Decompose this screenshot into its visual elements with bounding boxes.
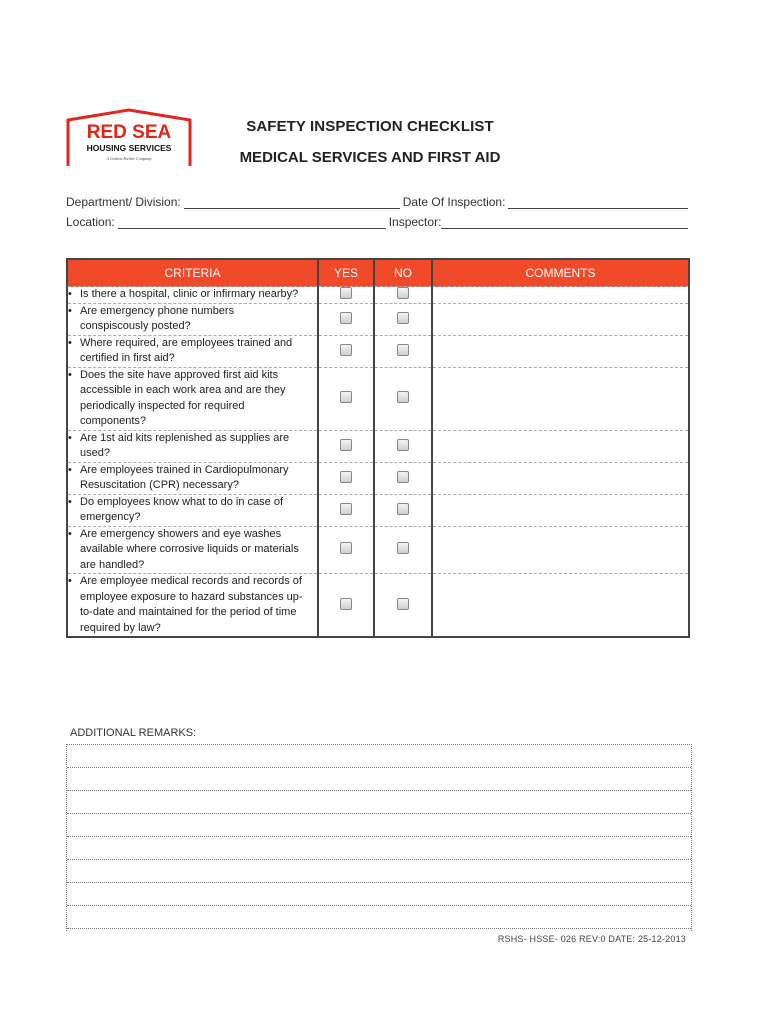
field-row-1 [66, 189, 688, 209]
criteria-text-line: periodically inspected for required [80, 399, 245, 412]
bullet-icon: • [68, 431, 72, 444]
yes-cell [318, 287, 374, 304]
criteria-text-line: Are employee medical records and records of [80, 575, 302, 587]
criteria-text-line: conspiscously posted? [80, 320, 191, 332]
location-label: Location: [66, 215, 115, 229]
table-row [67, 526, 689, 574]
logo-brand-line1: RED SEA [86, 122, 172, 143]
bullet-icon: • [68, 575, 72, 587]
criteria-text-line: required by law? [80, 621, 161, 634]
yes-checkbox[interactable] [340, 344, 352, 356]
criteria-text [80, 304, 234, 335]
bullet-icon: • [68, 463, 72, 476]
criteria-text [80, 527, 299, 574]
yes-checkbox[interactable] [340, 312, 352, 324]
comments-cell[interactable] [432, 367, 689, 430]
criteria-header: CRITERIA [67, 259, 318, 287]
no-cell [374, 303, 432, 335]
logo-brand-line2: HOUSING SERVICES [86, 143, 172, 153]
comments-cell[interactable] [432, 574, 689, 638]
criteria-text [80, 431, 289, 462]
no-checkbox[interactable] [397, 312, 409, 324]
criteria-item [68, 336, 317, 367]
criteria-text-line: Is there a hospital, clinic or infirmary nearby? [80, 288, 299, 300]
criteria-item [68, 574, 317, 636]
criteria-text-line: used? [80, 447, 110, 459]
no-cell [374, 367, 432, 430]
table-row [67, 367, 689, 430]
yes-cell [318, 335, 374, 367]
remarks-line[interactable] [67, 768, 691, 791]
table-row [67, 494, 689, 526]
inspector-field[interactable] [441, 216, 688, 229]
criteria-text-line: are handled? [80, 558, 145, 571]
criteria-text-line: Where required, are employees trained and [80, 336, 293, 349]
criteria-text [80, 368, 285, 430]
criteria-cell [67, 303, 318, 335]
criteria-text-line: components? [80, 415, 147, 427]
yes-checkbox[interactable] [340, 287, 352, 299]
yes-cell [318, 494, 374, 526]
no-checkbox[interactable] [397, 287, 409, 299]
comments-cell[interactable] [432, 335, 689, 367]
criteria-text-line: emergency? [80, 511, 141, 523]
criteria-cell [67, 335, 318, 367]
criteria-text-line: to-date and maintained for the period of time [80, 606, 297, 618]
department-field[interactable] [184, 196, 400, 209]
criteria-cell [67, 526, 318, 574]
logo-tagline: A Gedeon Richter Company [106, 156, 152, 161]
yes-cell [318, 430, 374, 462]
date-field[interactable] [508, 196, 688, 209]
table-row [67, 462, 689, 494]
bullet-icon: • [68, 527, 72, 540]
criteria-text [80, 495, 283, 526]
criteria-cell [67, 367, 318, 430]
no-checkbox[interactable] [397, 344, 409, 356]
criteria-text-line: certified in first aid? [80, 352, 175, 364]
document-titles [200, 118, 540, 166]
yes-checkbox[interactable] [340, 439, 352, 451]
department-label: Department/ Division: [66, 195, 181, 209]
yes-cell [318, 462, 374, 494]
criteria-text-line: Do employees know what to do in case of [80, 495, 284, 508]
yes-cell [318, 303, 374, 335]
remarks-line[interactable] [67, 860, 691, 883]
no-cell [374, 335, 432, 367]
criteria-item [68, 463, 317, 494]
criteria-text [80, 287, 298, 303]
table-row [67, 303, 689, 335]
yes-checkbox[interactable] [340, 391, 352, 403]
additional-remarks-label: ADDITIONAL REMARKS: [70, 727, 197, 739]
comments-header: COMMENTS [432, 259, 689, 287]
criteria-text-line: available where corrosive liquids or materials [80, 543, 299, 555]
no-cell [374, 287, 432, 304]
no-checkbox[interactable] [397, 439, 409, 451]
yes-checkbox[interactable] [340, 503, 352, 515]
no-checkbox[interactable] [397, 598, 409, 610]
yes-header: YES [318, 259, 374, 287]
company-logo [64, 108, 194, 168]
bullet-icon: • [68, 336, 72, 349]
table-row [67, 287, 689, 304]
yes-checkbox[interactable] [340, 598, 352, 610]
comments-cell[interactable] [432, 462, 689, 494]
criteria-cell [67, 494, 318, 526]
comments-cell[interactable] [432, 303, 689, 335]
table-header-row [67, 259, 689, 287]
comments-cell[interactable] [432, 430, 689, 462]
yes-cell [318, 574, 374, 638]
criteria-text-line: Does the site have approved first aid kits [80, 368, 279, 381]
criteria-text [80, 574, 303, 636]
criteria-text-line: Are employees trained in Cardiopulmonary [80, 463, 289, 476]
bullet-icon: • [68, 495, 72, 508]
bullet-icon: • [68, 288, 72, 300]
field-row-2 [66, 209, 688, 229]
bullet-icon: • [68, 368, 72, 381]
remarks-line[interactable] [67, 791, 691, 814]
criteria-cell [67, 462, 318, 494]
criteria-item [68, 368, 317, 430]
criteria-text-line: employee exposure to hazard substances up- [80, 590, 303, 603]
table-row [67, 430, 689, 462]
no-cell [374, 462, 432, 494]
remarks-line[interactable] [67, 906, 691, 929]
location-field[interactable] [118, 216, 386, 229]
date-label: Date Of Inspection: [402, 195, 506, 209]
criteria-item [68, 527, 317, 574]
comments-cell[interactable] [432, 494, 689, 526]
remarks-line[interactable] [67, 837, 691, 860]
criteria-item [68, 287, 317, 303]
comments-cell[interactable] [432, 526, 689, 574]
criteria-item [68, 304, 317, 335]
yes-cell [318, 526, 374, 574]
table-row [67, 335, 689, 367]
bullet-icon: • [68, 304, 72, 317]
no-cell [374, 430, 432, 462]
criteria-text-line: Are 1st aid kits replenished as supplies are [80, 431, 290, 444]
no-checkbox[interactable] [397, 391, 409, 403]
no-checkbox[interactable] [397, 503, 409, 515]
yes-checkbox[interactable] [340, 542, 352, 554]
remarks-line[interactable] [67, 814, 691, 837]
additional-remarks-area[interactable] [66, 744, 692, 931]
remarks-line[interactable] [67, 745, 691, 768]
document-subtitle: MEDICAL SERVICES AND FIRST AID [239, 149, 501, 166]
no-cell [374, 494, 432, 526]
criteria-item [68, 495, 317, 526]
criteria-text [80, 463, 289, 494]
no-cell [374, 526, 432, 574]
document-title: SAFETY INSPECTION CHECKLIST [246, 118, 494, 135]
comments-cell[interactable] [432, 287, 689, 304]
remarks-line[interactable] [67, 883, 691, 906]
inspection-fields [66, 189, 688, 229]
no-header: NO [374, 259, 432, 287]
yes-checkbox[interactable] [340, 471, 352, 483]
criteria-cell [67, 430, 318, 462]
criteria-text-line: accessible in each work area and are they [80, 384, 286, 396]
table-row [67, 574, 689, 638]
no-checkbox[interactable] [397, 542, 409, 554]
criteria-text-line: Resuscitation (CPR) necessary? [80, 479, 239, 491]
no-checkbox[interactable] [397, 471, 409, 483]
criteria-item [68, 431, 317, 462]
yes-cell [318, 367, 374, 430]
checklist-table [66, 258, 690, 638]
document-reference: RSHS- HSSE- 026 REV:0 DATE: 25-12-2013 [497, 934, 686, 944]
no-cell [374, 574, 432, 638]
criteria-text-line: Are emergency showers and eye washes [80, 527, 282, 540]
criteria-cell [67, 287, 318, 304]
criteria-text [80, 336, 292, 367]
criteria-cell [67, 574, 318, 638]
criteria-text-line: Are emergency phone numbers [80, 304, 235, 317]
inspector-label: Inspector: [388, 215, 442, 229]
